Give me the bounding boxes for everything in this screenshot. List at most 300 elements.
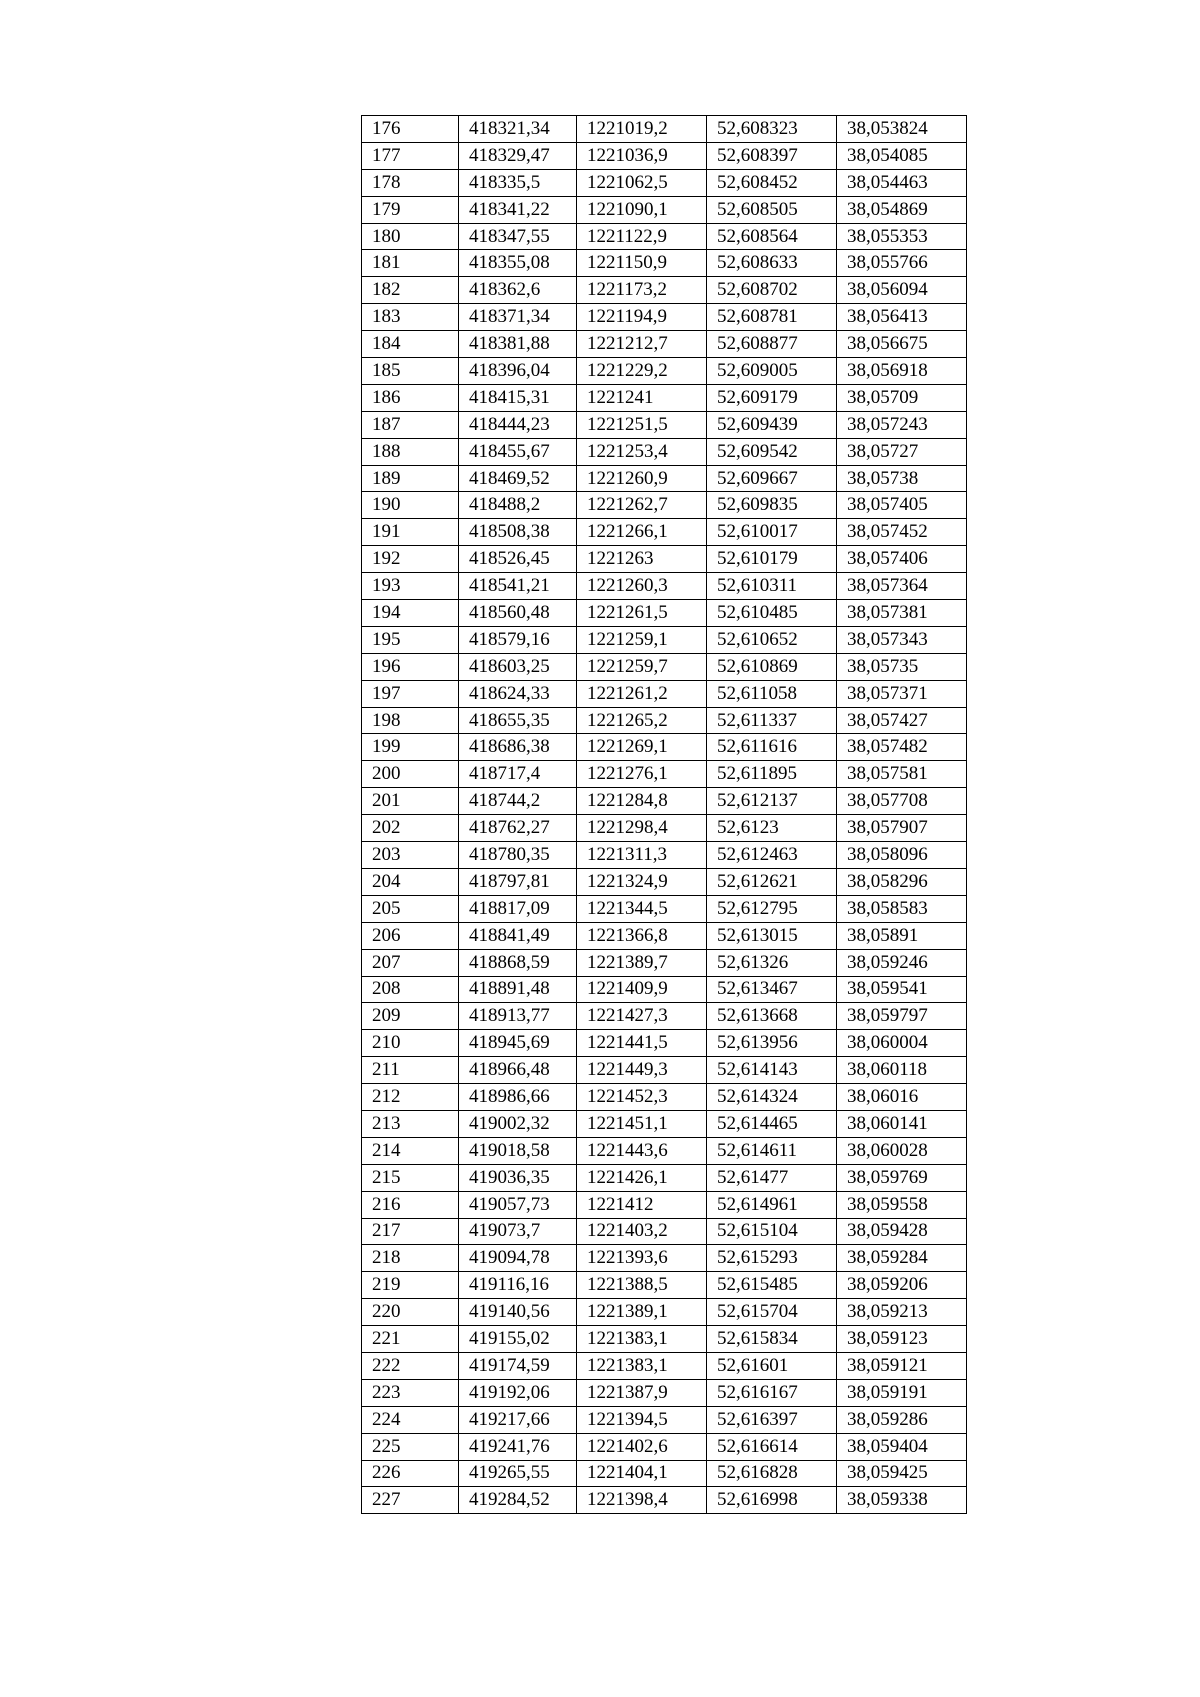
point-number-cell: 206 xyxy=(362,922,459,949)
table-row xyxy=(362,1164,967,1191)
table-row xyxy=(362,788,967,815)
longitude-cell: 38,059558 xyxy=(837,1191,967,1218)
latitude-cell: 52,61477 xyxy=(707,1164,837,1191)
latitude-cell: 52,614143 xyxy=(707,1057,837,1084)
latitude-cell: 52,610311 xyxy=(707,573,837,600)
x-coordinate-cell: 418488,2 xyxy=(459,492,577,519)
x-coordinate-cell: 419094,78 xyxy=(459,1245,577,1272)
table-row xyxy=(362,573,967,600)
longitude-cell: 38,058096 xyxy=(837,842,967,869)
latitude-cell: 52,614611 xyxy=(707,1137,837,1164)
point-number-cell: 215 xyxy=(362,1164,459,1191)
longitude-cell: 38,058296 xyxy=(837,868,967,895)
y-coordinate-cell: 1221260,3 xyxy=(577,573,707,600)
table-row xyxy=(362,1245,967,1272)
point-number-cell: 214 xyxy=(362,1137,459,1164)
y-coordinate-cell: 1221276,1 xyxy=(577,761,707,788)
table-row xyxy=(362,922,967,949)
point-number-cell: 207 xyxy=(362,949,459,976)
latitude-cell: 52,613668 xyxy=(707,1003,837,1030)
longitude-cell: 38,057427 xyxy=(837,707,967,734)
x-coordinate-cell: 418469,52 xyxy=(459,465,577,492)
latitude-cell: 52,608505 xyxy=(707,196,837,223)
x-coordinate-cell: 418780,35 xyxy=(459,842,577,869)
point-number-cell: 191 xyxy=(362,519,459,546)
point-number-cell: 176 xyxy=(362,116,459,143)
x-coordinate-cell: 418371,34 xyxy=(459,304,577,331)
table-row xyxy=(362,949,967,976)
point-number-cell: 198 xyxy=(362,707,459,734)
table-row xyxy=(362,546,967,573)
longitude-cell: 38,059541 xyxy=(837,976,967,1003)
table-row xyxy=(362,1299,967,1326)
longitude-cell: 38,054463 xyxy=(837,169,967,196)
x-coordinate-cell: 418560,48 xyxy=(459,600,577,627)
latitude-cell: 52,609005 xyxy=(707,358,837,385)
x-coordinate-cell: 419265,55 xyxy=(459,1460,577,1487)
latitude-cell: 52,609835 xyxy=(707,492,837,519)
x-coordinate-cell: 419018,58 xyxy=(459,1137,577,1164)
x-coordinate-cell: 419192,06 xyxy=(459,1379,577,1406)
y-coordinate-cell: 1221404,1 xyxy=(577,1460,707,1487)
table-row xyxy=(362,1352,967,1379)
point-number-cell: 200 xyxy=(362,761,459,788)
table-row xyxy=(362,1487,967,1514)
point-number-cell: 184 xyxy=(362,331,459,358)
y-coordinate-cell: 1221451,1 xyxy=(577,1110,707,1137)
y-coordinate-cell: 1221036,9 xyxy=(577,142,707,169)
latitude-cell: 52,608397 xyxy=(707,142,837,169)
latitude-cell: 52,613467 xyxy=(707,976,837,1003)
point-number-cell: 211 xyxy=(362,1057,459,1084)
longitude-cell: 38,057907 xyxy=(837,815,967,842)
table-row xyxy=(362,1030,967,1057)
longitude-cell: 38,059123 xyxy=(837,1326,967,1353)
x-coordinate-cell: 418347,55 xyxy=(459,223,577,250)
y-coordinate-cell: 1221150,9 xyxy=(577,250,707,277)
y-coordinate-cell: 1221212,7 xyxy=(577,331,707,358)
point-number-cell: 227 xyxy=(362,1487,459,1514)
table-row xyxy=(362,1379,967,1406)
point-number-cell: 225 xyxy=(362,1433,459,1460)
point-number-cell: 195 xyxy=(362,626,459,653)
longitude-cell: 38,059428 xyxy=(837,1218,967,1245)
latitude-cell: 52,616828 xyxy=(707,1460,837,1487)
latitude-cell: 52,616614 xyxy=(707,1433,837,1460)
latitude-cell: 52,612795 xyxy=(707,895,837,922)
latitude-cell: 52,608633 xyxy=(707,250,837,277)
x-coordinate-cell: 418541,21 xyxy=(459,573,577,600)
table-row xyxy=(362,868,967,895)
longitude-cell: 38,057708 xyxy=(837,788,967,815)
latitude-cell: 52,616167 xyxy=(707,1379,837,1406)
latitude-cell: 52,609179 xyxy=(707,384,837,411)
table-row xyxy=(362,1003,967,1030)
x-coordinate-cell: 419116,16 xyxy=(459,1272,577,1299)
y-coordinate-cell: 1221173,2 xyxy=(577,277,707,304)
x-coordinate-cell: 418579,16 xyxy=(459,626,577,653)
table-row xyxy=(362,680,967,707)
latitude-cell: 52,612137 xyxy=(707,788,837,815)
y-coordinate-cell: 1221261,2 xyxy=(577,680,707,707)
x-coordinate-cell: 418655,35 xyxy=(459,707,577,734)
table-row xyxy=(362,411,967,438)
table-row xyxy=(362,277,967,304)
latitude-cell: 52,616397 xyxy=(707,1406,837,1433)
latitude-cell: 52,612463 xyxy=(707,842,837,869)
longitude-cell: 38,06016 xyxy=(837,1084,967,1111)
table-row xyxy=(362,1433,967,1460)
point-number-cell: 185 xyxy=(362,358,459,385)
longitude-cell: 38,059769 xyxy=(837,1164,967,1191)
latitude-cell: 52,615104 xyxy=(707,1218,837,1245)
y-coordinate-cell: 1221090,1 xyxy=(577,196,707,223)
x-coordinate-cell: 419036,35 xyxy=(459,1164,577,1191)
y-coordinate-cell: 1221253,4 xyxy=(577,438,707,465)
point-number-cell: 181 xyxy=(362,250,459,277)
y-coordinate-cell: 1221229,2 xyxy=(577,358,707,385)
y-coordinate-cell: 1221265,2 xyxy=(577,707,707,734)
longitude-cell: 38,057405 xyxy=(837,492,967,519)
table-row xyxy=(362,707,967,734)
point-number-cell: 217 xyxy=(362,1218,459,1245)
longitude-cell: 38,059246 xyxy=(837,949,967,976)
longitude-cell: 38,056094 xyxy=(837,277,967,304)
point-number-cell: 193 xyxy=(362,573,459,600)
point-number-cell: 204 xyxy=(362,868,459,895)
point-number-cell: 219 xyxy=(362,1272,459,1299)
table-row xyxy=(362,142,967,169)
table-row xyxy=(362,384,967,411)
latitude-cell: 52,615293 xyxy=(707,1245,837,1272)
point-number-cell: 205 xyxy=(362,895,459,922)
y-coordinate-cell: 1221263 xyxy=(577,546,707,573)
point-number-cell: 226 xyxy=(362,1460,459,1487)
x-coordinate-cell: 418868,59 xyxy=(459,949,577,976)
longitude-cell: 38,055353 xyxy=(837,223,967,250)
latitude-cell: 52,611895 xyxy=(707,761,837,788)
latitude-cell: 52,609667 xyxy=(707,465,837,492)
x-coordinate-cell: 418415,31 xyxy=(459,384,577,411)
x-coordinate-cell: 419002,32 xyxy=(459,1110,577,1137)
y-coordinate-cell: 1221383,1 xyxy=(577,1352,707,1379)
y-coordinate-cell: 1221394,5 xyxy=(577,1406,707,1433)
table-row xyxy=(362,1326,967,1353)
y-coordinate-cell: 1221269,1 xyxy=(577,734,707,761)
point-number-cell: 210 xyxy=(362,1030,459,1057)
latitude-cell: 52,609439 xyxy=(707,411,837,438)
longitude-cell: 38,057452 xyxy=(837,519,967,546)
latitude-cell: 52,608564 xyxy=(707,223,837,250)
table-row xyxy=(362,358,967,385)
latitude-cell: 52,609542 xyxy=(707,438,837,465)
y-coordinate-cell: 1221452,3 xyxy=(577,1084,707,1111)
point-number-cell: 199 xyxy=(362,734,459,761)
y-coordinate-cell: 1221443,6 xyxy=(577,1137,707,1164)
latitude-cell: 52,613956 xyxy=(707,1030,837,1057)
table-row xyxy=(362,1084,967,1111)
longitude-cell: 38,059286 xyxy=(837,1406,967,1433)
table-row xyxy=(362,304,967,331)
point-number-cell: 177 xyxy=(362,142,459,169)
x-coordinate-cell: 418455,67 xyxy=(459,438,577,465)
y-coordinate-cell: 1221427,3 xyxy=(577,1003,707,1030)
table-row xyxy=(362,196,967,223)
table-row xyxy=(362,653,967,680)
y-coordinate-cell: 1221389,7 xyxy=(577,949,707,976)
latitude-cell: 52,614961 xyxy=(707,1191,837,1218)
table-row xyxy=(362,116,967,143)
x-coordinate-cell: 418966,48 xyxy=(459,1057,577,1084)
point-number-cell: 220 xyxy=(362,1299,459,1326)
longitude-cell: 38,059338 xyxy=(837,1487,967,1514)
y-coordinate-cell: 1221344,5 xyxy=(577,895,707,922)
y-coordinate-cell: 1221311,3 xyxy=(577,842,707,869)
longitude-cell: 38,057371 xyxy=(837,680,967,707)
x-coordinate-cell: 419073,7 xyxy=(459,1218,577,1245)
y-coordinate-cell: 1221441,5 xyxy=(577,1030,707,1057)
y-coordinate-cell: 1221389,1 xyxy=(577,1299,707,1326)
latitude-cell: 52,611616 xyxy=(707,734,837,761)
longitude-cell: 38,05709 xyxy=(837,384,967,411)
x-coordinate-cell: 418817,09 xyxy=(459,895,577,922)
point-number-cell: 190 xyxy=(362,492,459,519)
longitude-cell: 38,060141 xyxy=(837,1110,967,1137)
latitude-cell: 52,615704 xyxy=(707,1299,837,1326)
longitude-cell: 38,056413 xyxy=(837,304,967,331)
y-coordinate-cell: 1221266,1 xyxy=(577,519,707,546)
point-number-cell: 196 xyxy=(362,653,459,680)
longitude-cell: 38,057364 xyxy=(837,573,967,600)
y-coordinate-cell: 1221194,9 xyxy=(577,304,707,331)
longitude-cell: 38,059404 xyxy=(837,1433,967,1460)
longitude-cell: 38,057381 xyxy=(837,600,967,627)
x-coordinate-cell: 418381,88 xyxy=(459,331,577,358)
table-row xyxy=(362,169,967,196)
point-number-cell: 197 xyxy=(362,680,459,707)
longitude-cell: 38,054085 xyxy=(837,142,967,169)
y-coordinate-cell: 1221122,9 xyxy=(577,223,707,250)
table-row xyxy=(362,1110,967,1137)
longitude-cell: 38,05735 xyxy=(837,653,967,680)
coordinates-table xyxy=(361,115,967,1514)
latitude-cell: 52,613015 xyxy=(707,922,837,949)
table-row xyxy=(362,465,967,492)
latitude-cell: 52,614324 xyxy=(707,1084,837,1111)
point-number-cell: 221 xyxy=(362,1326,459,1353)
table-row xyxy=(362,1406,967,1433)
latitude-cell: 52,610179 xyxy=(707,546,837,573)
table-row xyxy=(362,223,967,250)
latitude-cell: 52,61326 xyxy=(707,949,837,976)
point-number-cell: 192 xyxy=(362,546,459,573)
point-number-cell: 187 xyxy=(362,411,459,438)
x-coordinate-cell: 418686,38 xyxy=(459,734,577,761)
y-coordinate-cell: 1221298,4 xyxy=(577,815,707,842)
y-coordinate-cell: 1221426,1 xyxy=(577,1164,707,1191)
longitude-cell: 38,059121 xyxy=(837,1352,967,1379)
latitude-cell: 52,615485 xyxy=(707,1272,837,1299)
point-number-cell: 213 xyxy=(362,1110,459,1137)
longitude-cell: 38,060004 xyxy=(837,1030,967,1057)
table-row xyxy=(362,1218,967,1245)
longitude-cell: 38,05891 xyxy=(837,922,967,949)
y-coordinate-cell: 1221261,5 xyxy=(577,600,707,627)
y-coordinate-cell: 1221284,8 xyxy=(577,788,707,815)
x-coordinate-cell: 418945,69 xyxy=(459,1030,577,1057)
x-coordinate-cell: 419241,76 xyxy=(459,1433,577,1460)
table-row xyxy=(362,600,967,627)
point-number-cell: 194 xyxy=(362,600,459,627)
y-coordinate-cell: 1221402,6 xyxy=(577,1433,707,1460)
longitude-cell: 38,05738 xyxy=(837,465,967,492)
latitude-cell: 52,608877 xyxy=(707,331,837,358)
x-coordinate-cell: 418355,08 xyxy=(459,250,577,277)
x-coordinate-cell: 419140,56 xyxy=(459,1299,577,1326)
point-number-cell: 201 xyxy=(362,788,459,815)
x-coordinate-cell: 418526,45 xyxy=(459,546,577,573)
x-coordinate-cell: 418603,25 xyxy=(459,653,577,680)
y-coordinate-cell: 1221019,2 xyxy=(577,116,707,143)
table-row xyxy=(362,438,967,465)
table-row xyxy=(362,626,967,653)
y-coordinate-cell: 1221398,4 xyxy=(577,1487,707,1514)
longitude-cell: 38,060028 xyxy=(837,1137,967,1164)
x-coordinate-cell: 419284,52 xyxy=(459,1487,577,1514)
y-coordinate-cell: 1221062,5 xyxy=(577,169,707,196)
longitude-cell: 38,057406 xyxy=(837,546,967,573)
longitude-cell: 38,053824 xyxy=(837,116,967,143)
point-number-cell: 183 xyxy=(362,304,459,331)
latitude-cell: 52,611058 xyxy=(707,680,837,707)
latitude-cell: 52,6123 xyxy=(707,815,837,842)
longitude-cell: 38,057482 xyxy=(837,734,967,761)
longitude-cell: 38,059425 xyxy=(837,1460,967,1487)
latitude-cell: 52,608452 xyxy=(707,169,837,196)
x-coordinate-cell: 418841,49 xyxy=(459,922,577,949)
point-number-cell: 179 xyxy=(362,196,459,223)
longitude-cell: 38,060118 xyxy=(837,1057,967,1084)
point-number-cell: 212 xyxy=(362,1084,459,1111)
point-number-cell: 188 xyxy=(362,438,459,465)
x-coordinate-cell: 418396,04 xyxy=(459,358,577,385)
longitude-cell: 38,056675 xyxy=(837,331,967,358)
point-number-cell: 208 xyxy=(362,976,459,1003)
latitude-cell: 52,61601 xyxy=(707,1352,837,1379)
y-coordinate-cell: 1221393,6 xyxy=(577,1245,707,1272)
latitude-cell: 52,615834 xyxy=(707,1326,837,1353)
latitude-cell: 52,616998 xyxy=(707,1487,837,1514)
table-row xyxy=(362,976,967,1003)
x-coordinate-cell: 418362,6 xyxy=(459,277,577,304)
y-coordinate-cell: 1221449,3 xyxy=(577,1057,707,1084)
latitude-cell: 52,610652 xyxy=(707,626,837,653)
point-number-cell: 216 xyxy=(362,1191,459,1218)
x-coordinate-cell: 419217,66 xyxy=(459,1406,577,1433)
y-coordinate-cell: 1221412 xyxy=(577,1191,707,1218)
y-coordinate-cell: 1221262,7 xyxy=(577,492,707,519)
table-row xyxy=(362,519,967,546)
x-coordinate-cell: 418335,5 xyxy=(459,169,577,196)
longitude-cell: 38,057581 xyxy=(837,761,967,788)
point-number-cell: 203 xyxy=(362,842,459,869)
y-coordinate-cell: 1221383,1 xyxy=(577,1326,707,1353)
y-coordinate-cell: 1221366,8 xyxy=(577,922,707,949)
longitude-cell: 38,059797 xyxy=(837,1003,967,1030)
x-coordinate-cell: 418986,66 xyxy=(459,1084,577,1111)
longitude-cell: 38,05727 xyxy=(837,438,967,465)
x-coordinate-cell: 418891,48 xyxy=(459,976,577,1003)
y-coordinate-cell: 1221387,9 xyxy=(577,1379,707,1406)
table-row xyxy=(362,761,967,788)
table-row xyxy=(362,1137,967,1164)
x-coordinate-cell: 418744,2 xyxy=(459,788,577,815)
x-coordinate-cell: 419155,02 xyxy=(459,1326,577,1353)
y-coordinate-cell: 1221241 xyxy=(577,384,707,411)
table-row xyxy=(362,1460,967,1487)
table-row xyxy=(362,842,967,869)
point-number-cell: 218 xyxy=(362,1245,459,1272)
point-number-cell: 182 xyxy=(362,277,459,304)
longitude-cell: 38,059213 xyxy=(837,1299,967,1326)
table-row xyxy=(362,250,967,277)
table-row xyxy=(362,734,967,761)
y-coordinate-cell: 1221251,5 xyxy=(577,411,707,438)
table-row xyxy=(362,1057,967,1084)
x-coordinate-cell: 419174,59 xyxy=(459,1352,577,1379)
longitude-cell: 38,059206 xyxy=(837,1272,967,1299)
x-coordinate-cell: 418508,38 xyxy=(459,519,577,546)
latitude-cell: 52,608702 xyxy=(707,277,837,304)
latitude-cell: 52,610485 xyxy=(707,600,837,627)
longitude-cell: 38,059191 xyxy=(837,1379,967,1406)
x-coordinate-cell: 418913,77 xyxy=(459,1003,577,1030)
x-coordinate-cell: 418321,34 xyxy=(459,116,577,143)
point-number-cell: 178 xyxy=(362,169,459,196)
x-coordinate-cell: 419057,73 xyxy=(459,1191,577,1218)
y-coordinate-cell: 1221259,7 xyxy=(577,653,707,680)
longitude-cell: 38,059284 xyxy=(837,1245,967,1272)
table-row xyxy=(362,1272,967,1299)
latitude-cell: 52,608323 xyxy=(707,116,837,143)
latitude-cell: 52,612621 xyxy=(707,868,837,895)
x-coordinate-cell: 418762,27 xyxy=(459,815,577,842)
point-number-cell: 209 xyxy=(362,1003,459,1030)
point-number-cell: 189 xyxy=(362,465,459,492)
longitude-cell: 38,057343 xyxy=(837,626,967,653)
y-coordinate-cell: 1221324,9 xyxy=(577,868,707,895)
point-number-cell: 222 xyxy=(362,1352,459,1379)
point-number-cell: 223 xyxy=(362,1379,459,1406)
latitude-cell: 52,611337 xyxy=(707,707,837,734)
point-number-cell: 202 xyxy=(362,815,459,842)
x-coordinate-cell: 418444,23 xyxy=(459,411,577,438)
table-row xyxy=(362,492,967,519)
coordinates-table-body xyxy=(362,116,967,1514)
longitude-cell: 38,056918 xyxy=(837,358,967,385)
longitude-cell: 38,054869 xyxy=(837,196,967,223)
y-coordinate-cell: 1221388,5 xyxy=(577,1272,707,1299)
latitude-cell: 52,614465 xyxy=(707,1110,837,1137)
x-coordinate-cell: 418624,33 xyxy=(459,680,577,707)
longitude-cell: 38,058583 xyxy=(837,895,967,922)
x-coordinate-cell: 418329,47 xyxy=(459,142,577,169)
y-coordinate-cell: 1221409,9 xyxy=(577,976,707,1003)
point-number-cell: 224 xyxy=(362,1406,459,1433)
table-row xyxy=(362,895,967,922)
x-coordinate-cell: 418341,22 xyxy=(459,196,577,223)
x-coordinate-cell: 418717,4 xyxy=(459,761,577,788)
